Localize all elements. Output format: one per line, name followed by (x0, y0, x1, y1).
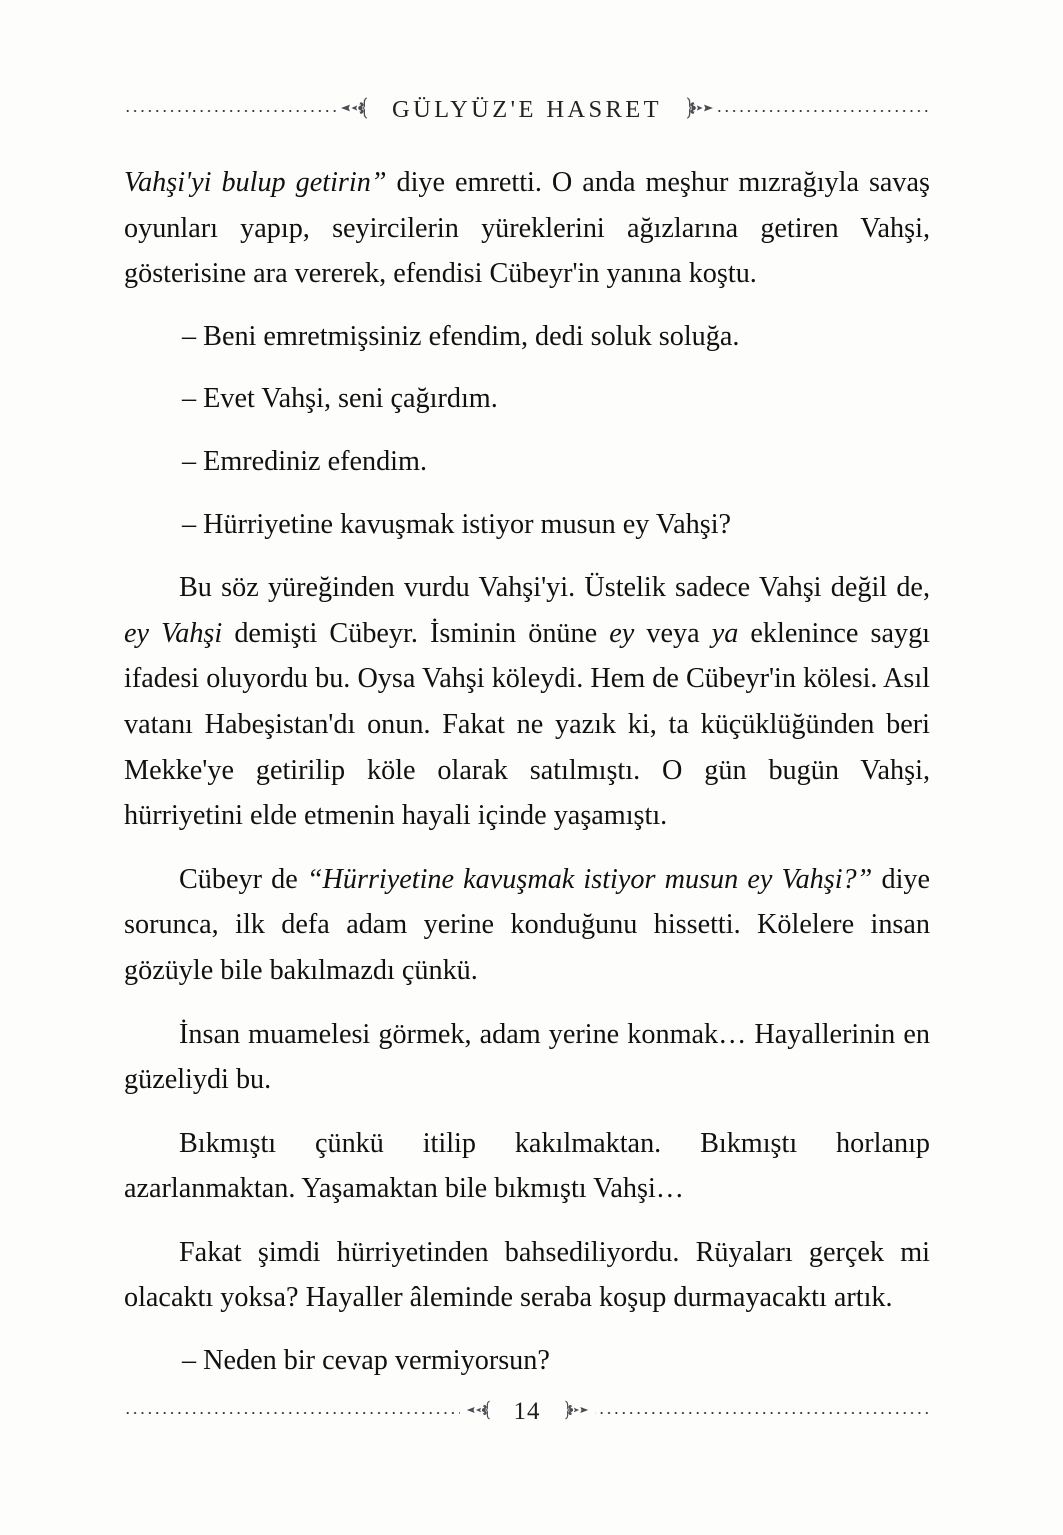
dialogue-line-1: – Beni emretmişsiniz efendim, dedi soluk soluğa. (182, 320, 740, 352)
para2-seg3: veya (634, 617, 712, 649)
para2-italic-ey-vahsi: ey Vahşi (124, 617, 223, 649)
fleuron-ornament-footer-left (460, 1398, 500, 1426)
page-footer (124, 1392, 930, 1432)
para2-seg2: demişti Cübeyr. İsminin önüne (222, 617, 610, 649)
para2-italic-ey: ey (609, 617, 635, 649)
footer-dotted-rule-right (595, 1411, 931, 1415)
running-header (124, 88, 930, 132)
paragraph-opening-italic-quote: Vahşi'yi bulup getirin” (124, 167, 387, 198)
paragraph-hurriyet: Fakat şimdi hürriyetinden bahsediliyordu. Rüyaları gerçek mi olacaktı yoksa? Hayaller âleminde seraba koşup durmayacaktı artık. (124, 1236, 930, 1314)
footer-dotted-rule-left (124, 1411, 460, 1415)
dialogue-line-3: – Emrediniz efendim. (182, 445, 427, 477)
paragraph-bikmisti: Bıkmıştı çünkü itilip kakılmaktan. Bıkmıştı horlanıp azarlanmaktan. Yaşamaktan bile bıkmıştı Vahşi… (124, 1127, 930, 1205)
para2-italic-ya: ya (711, 617, 739, 649)
paragraph-cubeyr-quote (124, 857, 930, 994)
paragraph-opening-rest: diye emretti. O anda meşhur mızrağıyla savaş oyunları yapıp, seyircilerin yüreklerini ağızlarına getiren Vahşi, gösterisine ara vererek, efendisi Cübeyr'in yanına koştu. (124, 167, 931, 290)
header-dotted-rule-right (718, 109, 930, 113)
page-number: 14 (513, 1398, 541, 1425)
para3-seg1: Cübeyr de (179, 863, 307, 895)
fleuron-ornament-footer-right (555, 1398, 595, 1426)
paragraph-opening (124, 160, 930, 297)
fleuron-ornament-right (678, 95, 718, 125)
running-header-title: GÜLYÜZ'E HASRET (391, 96, 663, 123)
para3-seg2: diye sorunca, ilk defa adam yerine konduğunu hissetti. Kölelere insan gözüyle bile bakılmazdı çünkü. (124, 863, 931, 986)
para3-italic-quote: “Hürriyetine kavuşmak istiyor musun ey Vahşi?” (306, 863, 873, 895)
para2-seg1: Bu söz yüreğinden vurdu Vahşi'yi. Üstelik sadece Vahşi değil de, (179, 572, 930, 604)
paragraph-ey-vahsi (124, 565, 930, 839)
header-dotted-rule-left (124, 109, 336, 113)
para2-seg4: eklenince saygı ifadesi oluyordu bu. Oysa Vahşi köleydi. Hem de Cübeyr'in kölesi. Asıl vatanı Habeşistan'dı onun. Fakat ne yazık ki, ta küçüklüğünden beri Mekke'ye getirilip köle olarak satılmıştı. O gün bugün Vahşi, hürriyetini elde etmenin hayali içinde yaşamıştı. (124, 617, 930, 832)
body-text-column (124, 160, 930, 1384)
fleuron-ornament-left (336, 95, 376, 125)
paragraph-insan-muamelesi: İnsan muamelesi görmek, adam yerine konmak… Hayallerinin en güzeliydi bu. (124, 1018, 930, 1096)
dialogue-line-2: – Evet Vahşi, seni çağırdım. (182, 383, 498, 415)
dialogue-line-4: – Hürriyetine kavuşmak istiyor musun ey Vahşi? (182, 508, 732, 540)
dialogue-line-5: – Neden bir cevap vermiyorsun? (182, 1345, 550, 1377)
